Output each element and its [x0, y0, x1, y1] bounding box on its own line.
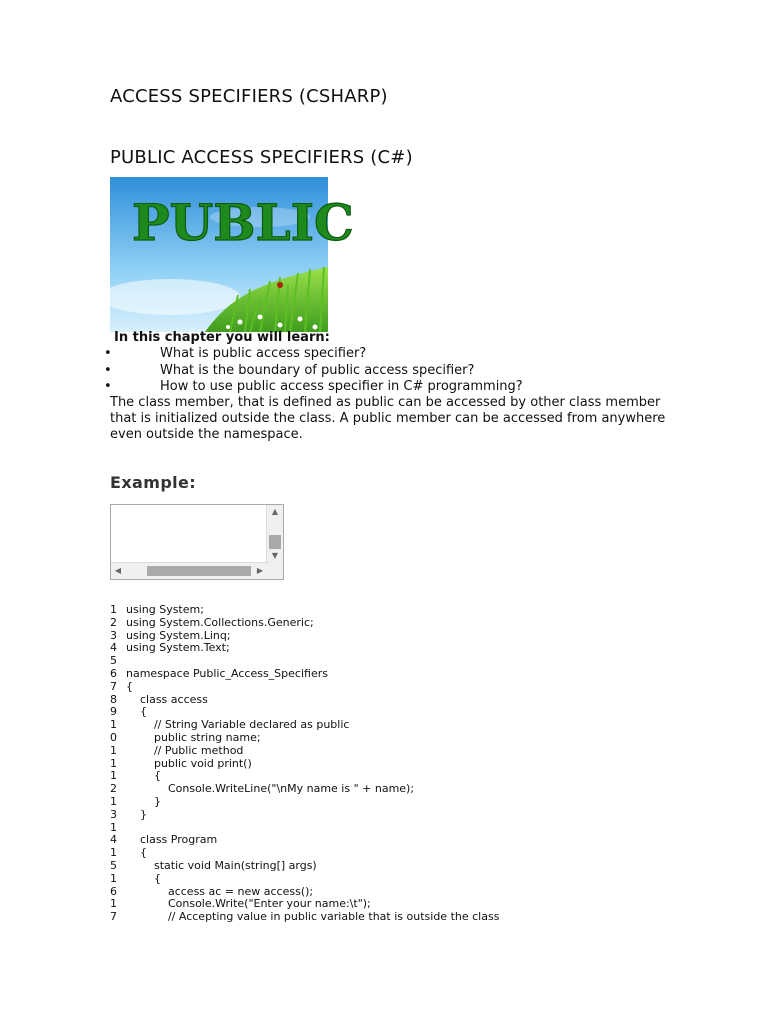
- public-banner-image: [110, 177, 354, 332]
- line-number: 1: [110, 846, 117, 860]
- line-number: 2: [110, 615, 117, 629]
- code-line: [110, 834, 499, 847]
- code-text: Console.Write("Enter your name:\t");: [126, 897, 371, 911]
- vertical-scrollbar[interactable]: [266, 505, 283, 563]
- code-text: access ac = new access();: [126, 884, 314, 898]
- code-line: [110, 668, 499, 681]
- line-number: 1: [110, 603, 117, 616]
- example-heading: Example:: [110, 473, 197, 492]
- scroll-up-icon[interactable]: ▲: [271, 507, 279, 516]
- list-item: •What is public access specifier?: [104, 346, 523, 363]
- list-item: •What is the boundary of public access specifier?: [104, 363, 523, 380]
- code-line: [110, 860, 499, 873]
- code-text: namespace Public_Access_Specifiers: [126, 666, 328, 680]
- vertical-scroll-thumb[interactable]: [269, 535, 281, 549]
- line-number: 3: [110, 807, 117, 821]
- line-number: 1: [110, 718, 117, 732]
- page-title: ACCESS SPECIFIERS (CSHARP): [110, 86, 388, 107]
- code-line: [110, 694, 499, 707]
- line-number: 8: [110, 692, 117, 706]
- banner-text: PUBLIC: [132, 193, 354, 252]
- line-number: 4: [110, 641, 117, 655]
- code-text: {: [126, 705, 147, 719]
- line-number: 2: [110, 782, 117, 796]
- line-number: 1: [110, 897, 117, 911]
- code-text: {: [126, 679, 133, 693]
- code-line: [110, 796, 499, 809]
- code-line: [110, 783, 499, 796]
- code-text: }: [126, 807, 147, 821]
- code-text: static void Main(string[] args): [126, 858, 317, 872]
- code-text: {: [126, 769, 161, 783]
- code-listing: [110, 604, 499, 924]
- line-number: 5: [110, 654, 117, 668]
- horizontal-scroll-thumb[interactable]: [147, 566, 251, 576]
- code-text: class access: [126, 692, 208, 706]
- code-line: [110, 758, 499, 771]
- section-title: PUBLIC ACCESS SPECIFIERS (C#): [110, 147, 413, 168]
- line-number: 4: [110, 833, 117, 847]
- code-line: [110, 809, 499, 822]
- line-number: 1: [110, 743, 117, 757]
- code-line: [110, 911, 499, 924]
- code-text: // String Variable declared as public: [126, 718, 350, 732]
- code-text: {: [126, 871, 161, 885]
- code-text: using System.Text;: [126, 641, 230, 655]
- code-text: public string name;: [126, 730, 261, 744]
- line-number: 7: [110, 910, 117, 924]
- code-text: public void print(): [126, 756, 252, 770]
- line-number: 1: [110, 769, 117, 783]
- code-text: {: [126, 846, 147, 860]
- scroll-right-icon[interactable]: ▶: [256, 566, 264, 575]
- line-number: 1: [110, 756, 117, 770]
- line-number: 3: [110, 628, 117, 642]
- line-number: 1: [110, 820, 117, 834]
- scrollbar-corner: [267, 563, 283, 579]
- line-number: 1: [110, 794, 117, 808]
- code-text: // Public method: [126, 743, 244, 757]
- code-line: [110, 642, 499, 655]
- code-text: using System;: [126, 603, 204, 616]
- code-text: using System.Linq;: [126, 628, 231, 642]
- scroll-down-icon[interactable]: ▼: [271, 551, 279, 560]
- line-number: 0: [110, 730, 117, 744]
- code-text: // Accepting value in public variable that is outside the class: [126, 910, 500, 924]
- embedded-code-frame[interactable]: [110, 504, 284, 580]
- code-text: class Program: [126, 833, 218, 847]
- line-number: 5: [110, 858, 117, 872]
- learn-heading: In this chapter you will learn:: [114, 330, 330, 345]
- code-text: using System.Collections.Generic;: [126, 615, 314, 629]
- line-number: 7: [110, 679, 117, 693]
- line-number: 6: [110, 666, 117, 680]
- scroll-left-icon[interactable]: ◀: [114, 566, 122, 575]
- line-number: 6: [110, 884, 117, 898]
- description-paragraph: The class member, that is defined as public can be accessed by other class member that is initialized outside the class. A public member can be accessed from anywhere even outside the namespace.: [110, 395, 666, 442]
- code-text: Console.WriteLine("\nMy name is " + name);: [126, 782, 415, 796]
- code-text: }: [126, 794, 161, 808]
- line-number: 1: [110, 871, 117, 885]
- line-number: 9: [110, 705, 117, 719]
- learning-list: [104, 346, 523, 396]
- horizontal-scrollbar[interactable]: [111, 562, 269, 579]
- list-item: •How to use public access specifier in C# programming?: [104, 379, 523, 396]
